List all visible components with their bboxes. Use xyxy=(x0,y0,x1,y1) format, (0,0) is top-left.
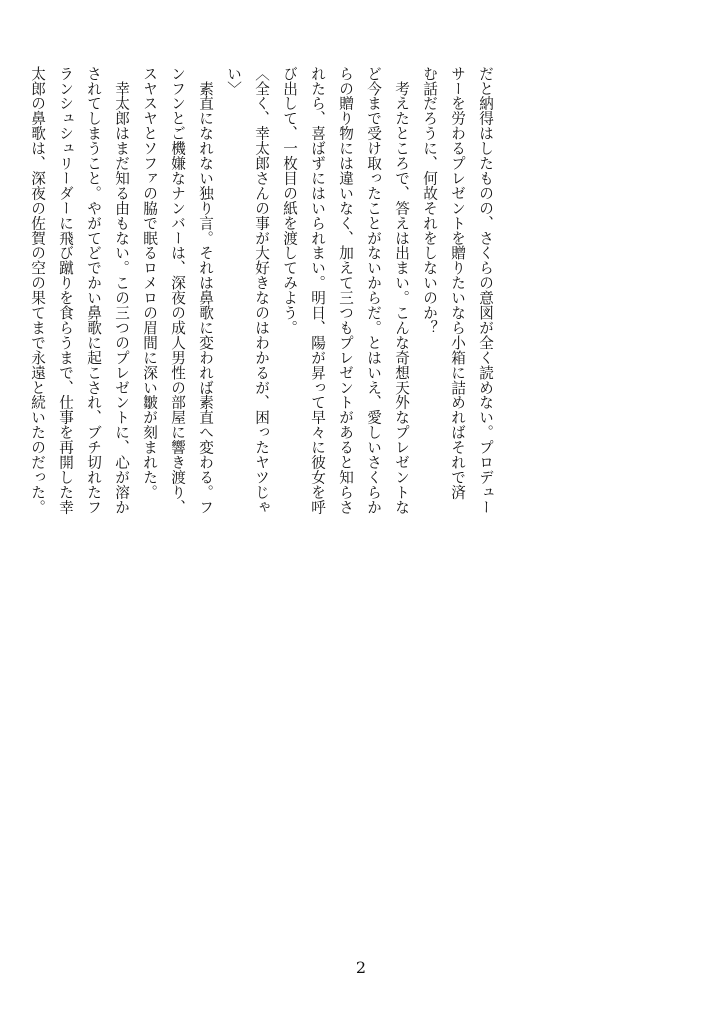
text-line: 幸太郎はまだ知る由もない。この三つのプレゼントに、心が溶か xyxy=(113,66,130,515)
text-line: ランシュシュリーダーに飛び蹴りを食らうまで、仕事を再開した幸 xyxy=(57,66,74,515)
text-line: れたら、喜ばずにはいられまい。明日、陽が昇って早々に彼女を呼 xyxy=(309,66,326,515)
text-line: 考えたところで、答えは出まい。こんな奇想天外なプレゼントな xyxy=(393,66,410,515)
text-line: スヤスヤとソファの脇で眠るロメロの眉間に深い皺が刻まれた。 xyxy=(141,66,158,500)
text-line: 太郎の鼻歌は、深夜の佐賀の空の果てまで永遠と続いたのだった。 xyxy=(29,66,46,515)
text-line: 〈全く、幸太郎さんの事が大好きなのはわかるが、困ったヤツじゃ xyxy=(253,66,270,515)
text-line: らの贈り物には違いなく、加えて三つもプレゼントがあると知らさ xyxy=(337,66,354,515)
text-line: ど今まで受け取ったことがないからだ。とはいえ、愛しいさくらか xyxy=(365,66,382,515)
text-line: む話だろうに、何故それをしないのか？ xyxy=(421,66,438,336)
text-line: ンフンとご機嫌なナンバーは、深夜の成人男性の部屋に響き渡り、 xyxy=(169,66,186,515)
text-line: だと納得はしたものの、さくらの意図が全く読めない。プロデュー xyxy=(477,66,494,515)
text-line: 素直になれない独り言。それは鼻歌に変われば素直へ変わる。フ xyxy=(197,66,214,515)
text-line: されてしまうこと。やがてどでかい鼻歌に起こされ、ブチ切れたフ xyxy=(85,66,102,515)
text-line: い〉 xyxy=(225,66,242,96)
text-line: サーを労わるプレゼントを贈りたいなら小箱に詰めればそれで済 xyxy=(449,66,466,500)
text-line: び出して、一枚目の紙を渡してみよう。 xyxy=(281,66,298,336)
page-number: 2 xyxy=(355,958,367,977)
